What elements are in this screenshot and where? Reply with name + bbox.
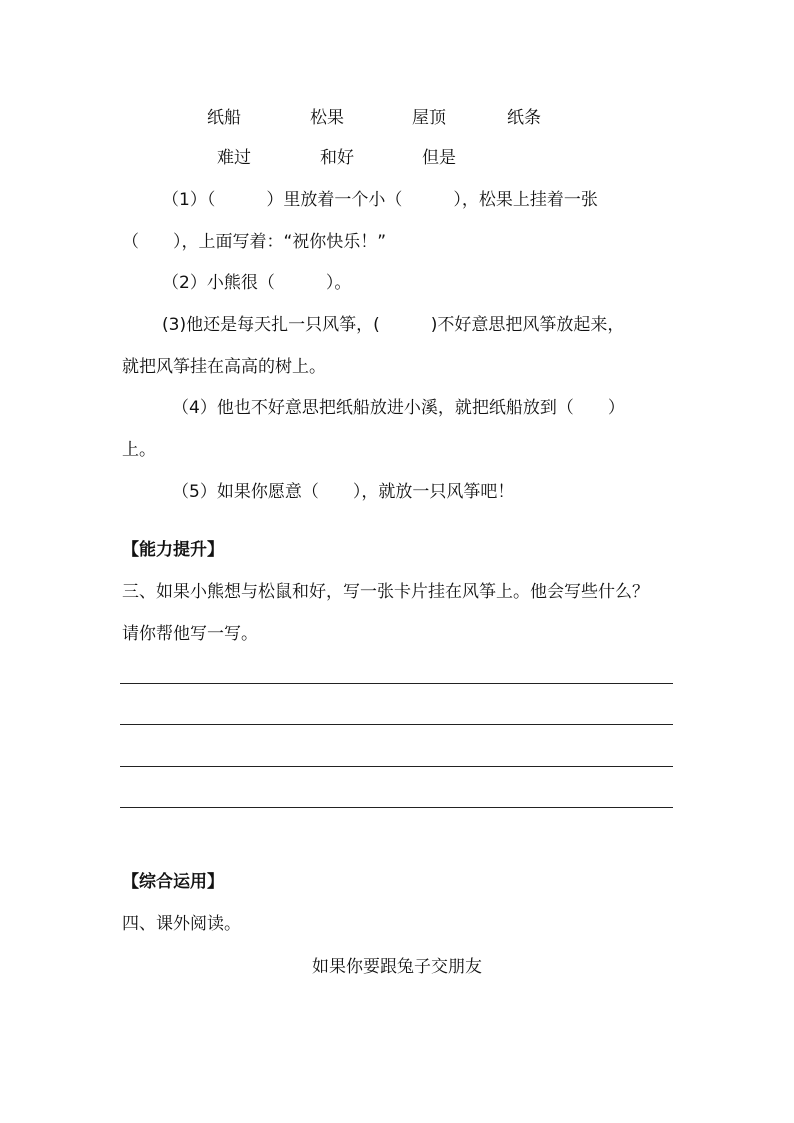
passage-title: 如果你要跟兔子交朋友 (312, 957, 482, 977)
word-bank-item: 屋顶 (412, 108, 446, 128)
writing-line[interactable] (120, 724, 673, 725)
word-bank-item: 难过 (217, 148, 251, 168)
reading-item: 四、课外阅读。 (122, 914, 241, 934)
question-1-line-2: （ ），上面写着：“祝你快乐！” (122, 232, 387, 252)
question-5: （5）如果你愿意（ ），就放一只风筝吧！ (172, 482, 515, 502)
writing-line[interactable] (120, 683, 673, 684)
word-bank-item: 松果 (310, 108, 344, 128)
word-bank-item: 纸条 (507, 108, 541, 128)
question-4-line-2: 上。 (122, 440, 156, 460)
question-3-line-2: 就把风筝挂在高高的树上。 (122, 357, 326, 377)
section-heading-comprehensive: 【综合运用】 (122, 872, 224, 892)
question-3-line-1: (3)他还是每天扎一只风筝，( )不好意思把风筝放起来， (162, 315, 625, 335)
writing-line[interactable] (120, 807, 673, 808)
section-heading-ability: 【能力提升】 (122, 540, 224, 560)
word-bank-item: 和好 (320, 148, 354, 168)
writing-line[interactable] (120, 766, 673, 767)
question-1-line-1: （1）（ ）里放着一个小（ ），松果上挂着一张 (162, 190, 598, 210)
word-bank-item: 纸船 (207, 108, 241, 128)
question-2: （2）小熊很（ ）。 (162, 273, 352, 293)
question-4-line-1: （4）他也不好意思把纸船放进小溪，就把纸船放到（ ） (172, 398, 625, 418)
word-bank-item: 但是 (422, 148, 456, 168)
writing-prompt-line-2: 请你帮他写一写。 (122, 624, 258, 644)
writing-prompt-line-1: 三、如果小熊想与松鼠和好，写一张卡片挂在风筝上。他会写些什么？ (122, 582, 649, 602)
